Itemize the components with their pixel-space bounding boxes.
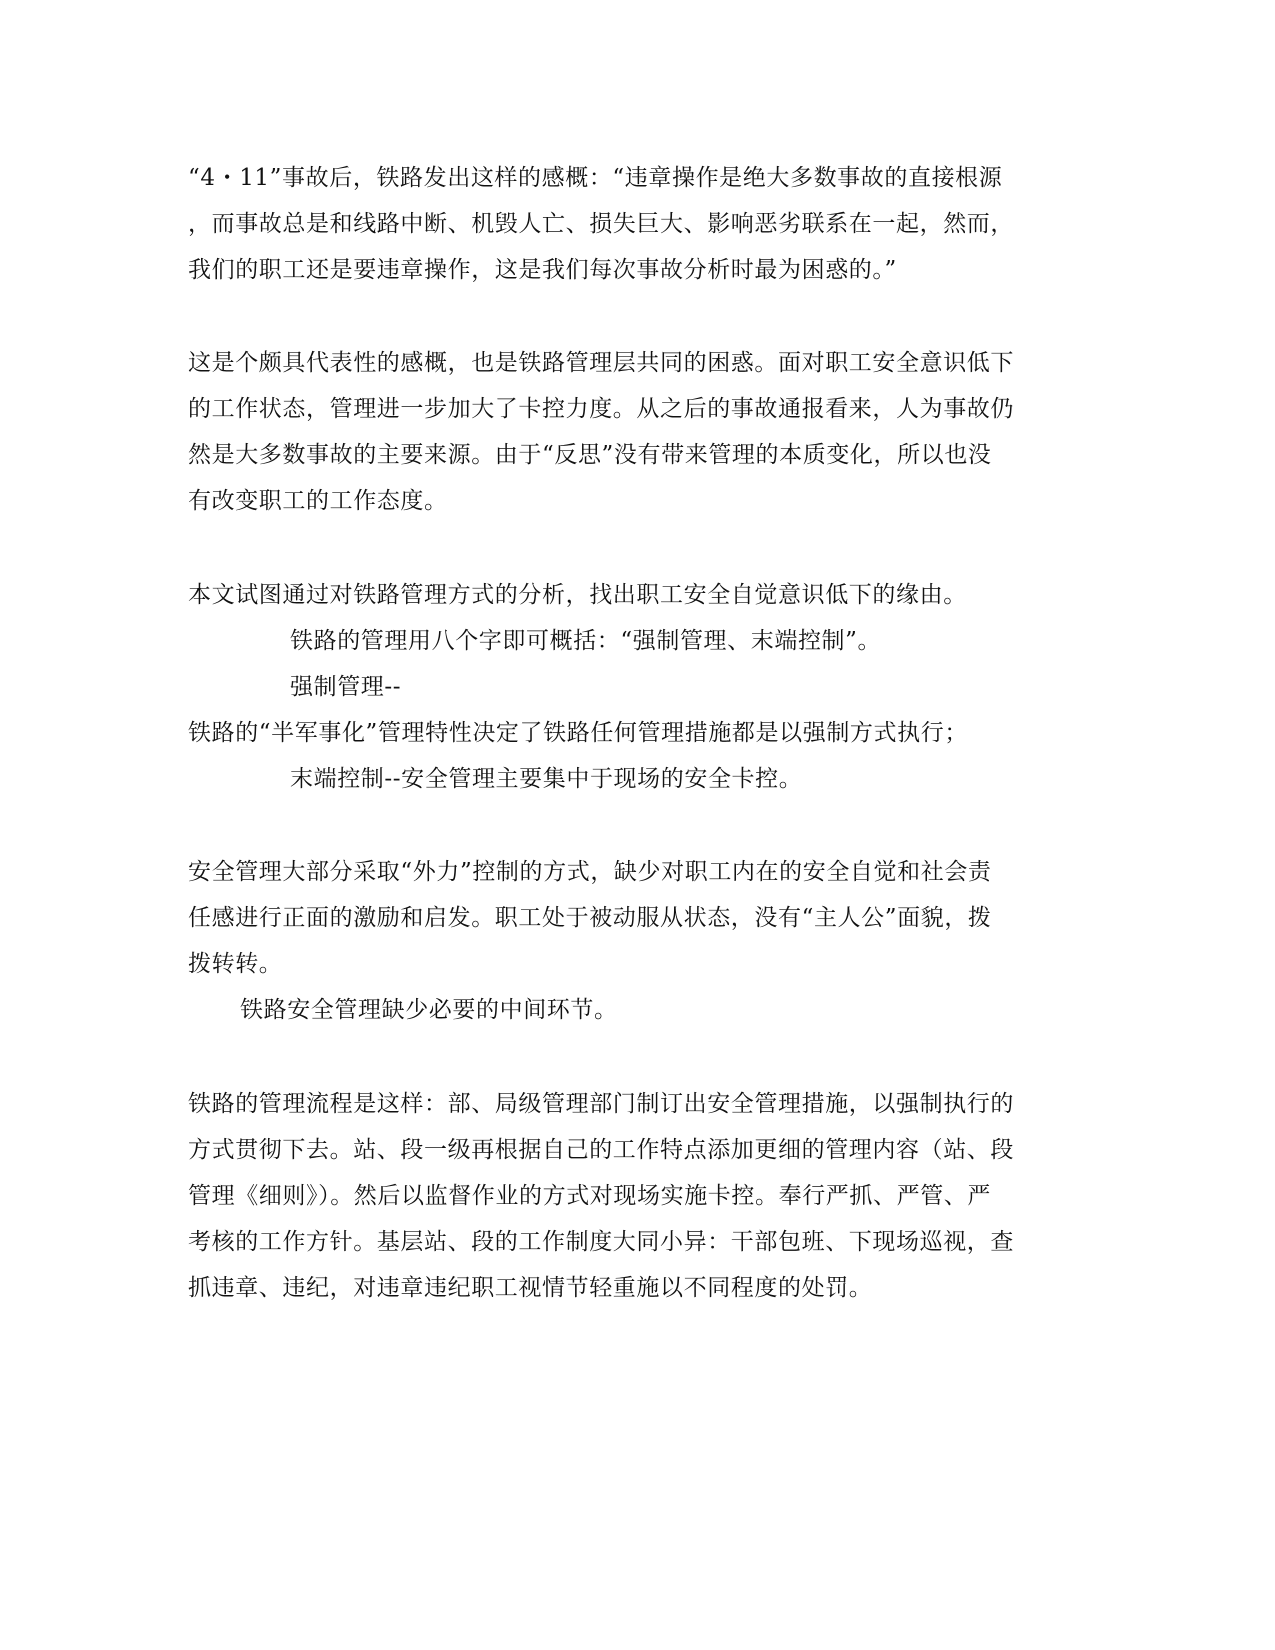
paragraph-5-line-2: 方式贯彻下去。站、段一级再根据自己的工作特点添加更细的管理内容（站、段 [188, 1137, 1014, 1163]
paragraph-3-line-3: 强制管理-- [290, 674, 402, 700]
paragraph-5-line-5: 抓违章、违纪，对违章违纪职工视情节轻重施以不同程度的处罚。 [188, 1275, 873, 1301]
paragraph-5-line-4: 考核的工作方针。基层站、段的工作制度大同小异：干部包班、下现场巡视，查 [188, 1229, 1014, 1255]
paragraph-4-line-1: 安全管理大部分采取“外力”控制的方式，缺少对职工内在的安全自觉和社会责 [188, 859, 992, 885]
paragraph-3-line-2: 铁路的管理用八个字即可概括：“强制管理、末端控制”。 [290, 628, 882, 654]
paragraph-4-line-3: 拨转转。 [188, 951, 283, 977]
paragraph-2-line-1: 这是个颇具代表性的感概，也是铁路管理层共同的困惑。面对职工安全意识低下 [188, 350, 1014, 376]
paragraph-3-line-4: 铁路的“半军事化”管理特性决定了铁路任何管理措施都是以强制方式执行； [188, 720, 968, 746]
paragraph-1-line-3: 我们的职工还是要违章操作，这是我们每次事故分析时最为困惑的。” [188, 257, 897, 283]
paragraph-5-line-3: 管理《细则》）。然后以监督作业的方式对现场实施卡控。奉行严抓、严管、严 [188, 1183, 991, 1209]
paragraph-1-line-2: ，而事故总是和线路中断、机毁人亡、损失巨大、影响恶劣联系在一起，然而， [188, 211, 1014, 237]
paragraph-3-line-1: 本文试图通过对铁路管理方式的分析，找出职工安全自觉意识低下的缘由。 [188, 582, 967, 608]
paragraph-2-line-3: 然是大多数事故的主要来源。由于“反思”没有带来管理的本质变化，所以也没 [188, 442, 992, 468]
paragraph-4-line-2: 任感进行正面的激励和启发。职工处于被动服从状态，没有“主人公”面貌，拨 [188, 905, 992, 931]
paragraph-1-line-1: “4・11”事故后，铁路发出这样的感概：“违章操作是绝大多数事故的直接根源 [188, 165, 1003, 191]
paragraph-2-line-4: 有改变职工的工作态度。 [188, 488, 448, 514]
paragraph-2-line-2: 的工作状态，管理进一步加大了卡控力度。从之后的事故通报看来，人为事故仍 [188, 396, 1014, 422]
paragraph-5-line-1: 铁路的管理流程是这样：部、局级管理部门制订出安全管理措施，以强制执行的 [188, 1091, 1014, 1117]
paragraph-3-line-5: 末端控制--安全管理主要集中于现场的安全卡控。 [290, 766, 803, 792]
paragraph-4-line-4: 铁路安全管理缺少必要的中间环节。 [240, 997, 618, 1023]
